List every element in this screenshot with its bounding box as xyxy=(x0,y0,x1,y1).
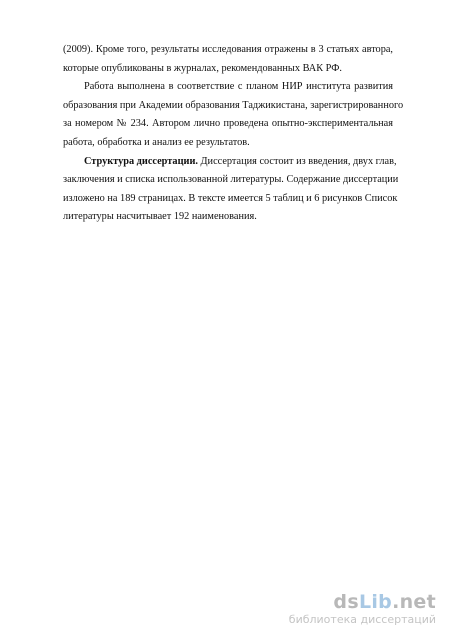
paragraph-line: Работа выполнена в соответствие с планом НИР института развития xyxy=(84,81,393,93)
paragraph-line-text: Диссертация состоит из введения, двух глав, xyxy=(200,155,397,167)
dslib-watermark xyxy=(266,592,436,627)
paragraph-line-with-heading xyxy=(63,153,397,172)
paragraph-line: которые опубликованы в журналах, рекомендованных ВАК РФ. xyxy=(63,62,342,74)
structure-heading: Структура диссертации. xyxy=(84,155,198,167)
paragraph-line: литературы насчитывает 192 наименования. xyxy=(63,211,257,223)
paragraph-line: за номером № 234. Автором лично проведена опытно-экспериментальная xyxy=(63,118,393,130)
paragraph-line: образования при Академии образования Таджикистана, зарегистрированного xyxy=(63,99,404,111)
paragraph-line: (2009). Кроме того, результаты исследования отражены в 3 статьях автора, xyxy=(63,44,393,55)
dslib-logo: dsLib.net xyxy=(333,591,436,613)
paragraph-line: работа, обработка и анализ ее результатов. xyxy=(63,136,250,148)
document-body xyxy=(63,41,404,227)
paragraph-line: заключения и списка использованной литературы. Содержание диссертации xyxy=(63,174,399,186)
paragraph-line: изложено на 189 страницах. В тексте имеется 5 таблиц и 6 рисунков Список xyxy=(63,192,398,204)
watermark-tagline: библиотека диссертаций xyxy=(288,613,436,626)
